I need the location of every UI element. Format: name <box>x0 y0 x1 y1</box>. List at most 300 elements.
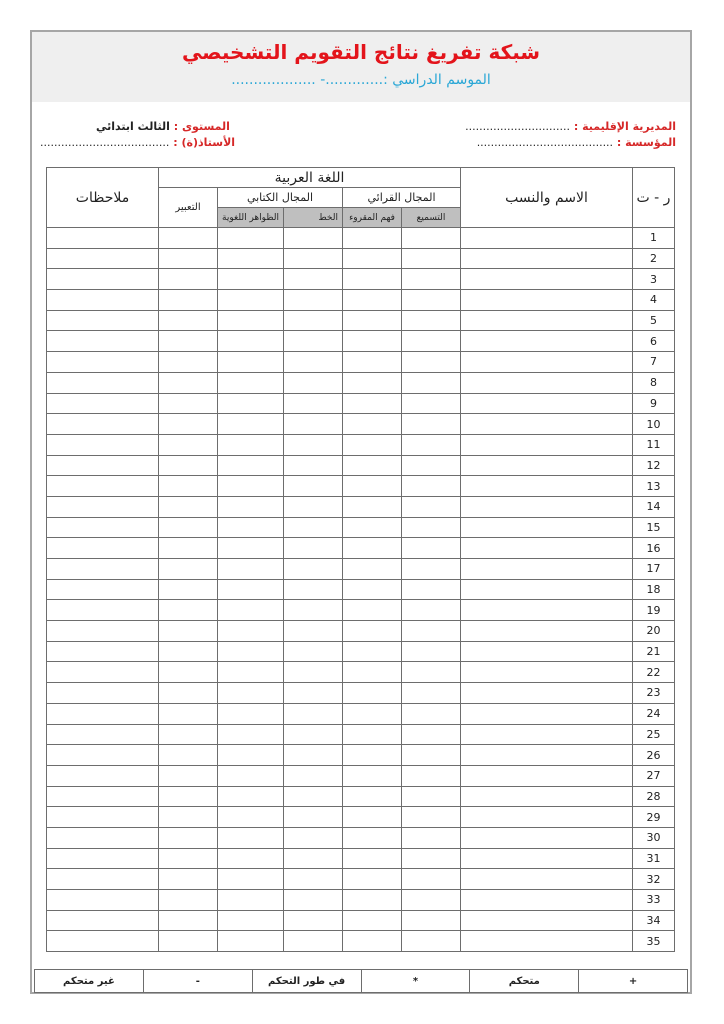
listening-cell[interactable] <box>402 745 461 766</box>
listening-cell[interactable] <box>402 228 461 249</box>
expression-cell[interactable] <box>159 765 218 786</box>
name-cell[interactable] <box>461 559 633 580</box>
expression-cell[interactable] <box>159 848 218 869</box>
comprehension-cell[interactable] <box>343 352 402 373</box>
linguistic-cell[interactable] <box>218 910 284 931</box>
comprehension-cell[interactable] <box>343 703 402 724</box>
table-row <box>47 228 675 249</box>
notes-cell[interactable] <box>47 579 159 600</box>
table-row <box>47 290 675 311</box>
handwriting-cell[interactable] <box>284 910 343 931</box>
table-row <box>47 931 675 952</box>
notes-cell[interactable] <box>47 683 159 704</box>
notes-cell[interactable] <box>47 331 159 352</box>
notes-cell[interactable] <box>47 393 159 414</box>
name-cell[interactable] <box>461 807 633 828</box>
notes-cell[interactable] <box>47 352 159 373</box>
table-row <box>47 765 675 786</box>
name-cell[interactable] <box>461 228 633 249</box>
expression-cell[interactable] <box>159 352 218 373</box>
listening-cell[interactable] <box>402 662 461 683</box>
comprehension-cell[interactable] <box>343 848 402 869</box>
expression-cell[interactable] <box>159 641 218 662</box>
name-cell[interactable] <box>461 683 633 704</box>
expression-cell[interactable] <box>159 827 218 848</box>
notes-cell[interactable] <box>47 621 159 642</box>
handwriting-cell[interactable] <box>284 393 343 414</box>
comprehension-cell[interactable] <box>343 559 402 580</box>
comprehension-cell[interactable] <box>343 517 402 538</box>
results-table <box>46 167 675 952</box>
expression-cell[interactable] <box>159 455 218 476</box>
name-cell[interactable] <box>461 517 633 538</box>
comprehension-cell[interactable] <box>343 455 402 476</box>
expression-cell[interactable] <box>159 579 218 600</box>
reading-domain-header: المجال القرائي <box>343 188 461 208</box>
linguistic-cell[interactable] <box>218 890 284 911</box>
table-row <box>47 372 675 393</box>
name-cell[interactable] <box>461 910 633 931</box>
notes-cell[interactable] <box>47 476 159 497</box>
notes-cell[interactable] <box>47 786 159 807</box>
linguistic-cell[interactable] <box>218 559 284 580</box>
linguistic-cell[interactable] <box>218 683 284 704</box>
linguistic-cell[interactable] <box>218 290 284 311</box>
linguistic-cell[interactable] <box>218 228 284 249</box>
linguistic-cell[interactable] <box>218 600 284 621</box>
listening-cell[interactable] <box>402 372 461 393</box>
handwriting-cell[interactable] <box>284 269 343 290</box>
table-row <box>47 807 675 828</box>
handwriting-cell[interactable] <box>284 786 343 807</box>
expression-cell[interactable] <box>159 869 218 890</box>
notes-cell[interactable] <box>47 248 159 269</box>
expression-cell[interactable] <box>159 414 218 435</box>
table-row <box>47 579 675 600</box>
row-number: 7 <box>633 352 675 373</box>
linguistic-cell[interactable] <box>218 765 284 786</box>
handwriting-cell[interactable] <box>284 579 343 600</box>
linguistic-cell[interactable] <box>218 434 284 455</box>
handwriting-cell[interactable] <box>284 662 343 683</box>
name-cell[interactable] <box>461 641 633 662</box>
handwriting-cell[interactable] <box>284 496 343 517</box>
name-cell[interactable] <box>461 745 633 766</box>
comprehension-cell[interactable] <box>343 248 402 269</box>
handwriting-cell[interactable] <box>284 434 343 455</box>
expression-cell[interactable] <box>159 890 218 911</box>
notes-cell[interactable] <box>47 290 159 311</box>
notes-cell[interactable] <box>47 455 159 476</box>
name-cell[interactable] <box>461 931 633 952</box>
expression-cell[interactable] <box>159 931 218 952</box>
listening-cell[interactable] <box>402 848 461 869</box>
comprehension-cell[interactable] <box>343 331 402 352</box>
handwriting-cell[interactable] <box>284 890 343 911</box>
linguistic-cell[interactable] <box>218 310 284 331</box>
comprehension-cell[interactable] <box>343 724 402 745</box>
expression-cell[interactable] <box>159 786 218 807</box>
expression-cell[interactable] <box>159 496 218 517</box>
handwriting-cell[interactable] <box>284 683 343 704</box>
handwriting-cell[interactable] <box>284 869 343 890</box>
comprehension-cell[interactable] <box>343 931 402 952</box>
comprehension-cell[interactable] <box>343 310 402 331</box>
comprehension-cell[interactable] <box>343 393 402 414</box>
table-row <box>47 455 675 476</box>
name-cell[interactable] <box>461 703 633 724</box>
comprehension-cell[interactable] <box>343 372 402 393</box>
name-cell[interactable] <box>461 786 633 807</box>
table-row <box>47 745 675 766</box>
expression-cell[interactable] <box>159 517 218 538</box>
linguistic-cell[interactable] <box>218 827 284 848</box>
name-cell[interactable] <box>461 765 633 786</box>
handwriting-cell[interactable] <box>284 931 343 952</box>
comprehension-cell[interactable] <box>343 662 402 683</box>
name-cell[interactable] <box>461 269 633 290</box>
expression-cell[interactable] <box>159 372 218 393</box>
notes-cell[interactable] <box>47 538 159 559</box>
notes-cell[interactable] <box>47 662 159 683</box>
comprehension-cell[interactable] <box>343 434 402 455</box>
expression-cell[interactable] <box>159 434 218 455</box>
notes-cell[interactable] <box>47 310 159 331</box>
table-row <box>47 496 675 517</box>
row-number: 4 <box>633 290 675 311</box>
table-row <box>47 662 675 683</box>
name-cell[interactable] <box>461 434 633 455</box>
directorate-label: المديرية الإقليمية : <box>573 120 676 133</box>
comprehension-cell[interactable] <box>343 807 402 828</box>
listening-cell[interactable] <box>402 765 461 786</box>
listening-cell[interactable] <box>402 827 461 848</box>
expression-cell[interactable] <box>159 393 218 414</box>
notes-cell[interactable] <box>47 641 159 662</box>
notes-cell[interactable] <box>47 517 159 538</box>
table-row <box>47 890 675 911</box>
linguistic-cell[interactable] <box>218 662 284 683</box>
handwriting-cell[interactable] <box>284 827 343 848</box>
expression-cell[interactable] <box>159 724 218 745</box>
name-cell[interactable] <box>461 476 633 497</box>
listening-cell[interactable] <box>402 517 461 538</box>
linguistic-cell[interactable] <box>218 517 284 538</box>
col-index-header: ر - ت <box>633 168 675 228</box>
row-number: 20 <box>633 621 675 642</box>
comprehension-cell[interactable] <box>343 890 402 911</box>
comprehension-cell[interactable] <box>343 228 402 249</box>
linguistic-cell[interactable] <box>218 331 284 352</box>
level-line <box>96 120 230 133</box>
listening-cell[interactable] <box>402 393 461 414</box>
notes-cell[interactable] <box>47 269 159 290</box>
linguistic-cell[interactable] <box>218 869 284 890</box>
comprehension-cell[interactable] <box>343 269 402 290</box>
row-number: 9 <box>633 393 675 414</box>
expression-cell[interactable] <box>159 559 218 580</box>
expression-cell[interactable] <box>159 476 218 497</box>
listening-cell[interactable] <box>402 786 461 807</box>
name-cell[interactable] <box>461 248 633 269</box>
listening-cell[interactable] <box>402 290 461 311</box>
expression-cell[interactable] <box>159 703 218 724</box>
handwriting-cell[interactable] <box>284 724 343 745</box>
listening-cell[interactable] <box>402 931 461 952</box>
notes-cell[interactable] <box>47 724 159 745</box>
expression-cell[interactable] <box>159 745 218 766</box>
linguistic-cell[interactable] <box>218 538 284 559</box>
handwriting-cell[interactable] <box>284 372 343 393</box>
linguistic-cell[interactable] <box>218 745 284 766</box>
table-row <box>47 310 675 331</box>
listening-cell[interactable] <box>402 724 461 745</box>
name-cell[interactable] <box>461 600 633 621</box>
linguistic-cell[interactable] <box>218 352 284 373</box>
handwriting-cell[interactable] <box>284 455 343 476</box>
comprehension-cell[interactable] <box>343 745 402 766</box>
linguistic-cell[interactable] <box>218 455 284 476</box>
linguistic-cell[interactable] <box>218 703 284 724</box>
table-row <box>47 621 675 642</box>
name-cell[interactable] <box>461 455 633 476</box>
notes-cell[interactable] <box>47 869 159 890</box>
listening-cell[interactable] <box>402 538 461 559</box>
listening-cell[interactable] <box>402 476 461 497</box>
notes-cell[interactable] <box>47 745 159 766</box>
expression-header: التعبير <box>159 188 218 228</box>
name-cell[interactable] <box>461 372 633 393</box>
row-number: 6 <box>633 331 675 352</box>
table-row <box>47 703 675 724</box>
listening-cell[interactable] <box>402 621 461 642</box>
listening-cell[interactable] <box>402 869 461 890</box>
handwriting-cell[interactable] <box>284 765 343 786</box>
expression-cell[interactable] <box>159 807 218 828</box>
linguistic-cell[interactable] <box>218 724 284 745</box>
handwriting-cell[interactable] <box>284 600 343 621</box>
name-cell[interactable] <box>461 393 633 414</box>
table-row <box>47 786 675 807</box>
comprehension-cell[interactable] <box>343 538 402 559</box>
listening-cell[interactable] <box>402 641 461 662</box>
table-row <box>47 641 675 662</box>
handwriting-cell[interactable] <box>284 559 343 580</box>
listening-cell[interactable] <box>402 352 461 373</box>
teacher-dots: ..................................... <box>40 136 170 149</box>
notes-cell[interactable] <box>47 890 159 911</box>
name-cell[interactable] <box>461 869 633 890</box>
notes-cell[interactable] <box>47 807 159 828</box>
notes-cell[interactable] <box>47 827 159 848</box>
comprehension-cell[interactable] <box>343 786 402 807</box>
listening-cell[interactable] <box>402 807 461 828</box>
expression-cell[interactable] <box>159 269 218 290</box>
listening-cell[interactable] <box>402 496 461 517</box>
listening-cell[interactable] <box>402 683 461 704</box>
handwriting-cell[interactable] <box>284 745 343 766</box>
name-cell[interactable] <box>461 662 633 683</box>
notes-cell[interactable] <box>47 559 159 580</box>
linguistic-cell[interactable] <box>218 931 284 952</box>
comprehension-cell[interactable] <box>343 910 402 931</box>
linguistic-cell[interactable] <box>218 414 284 435</box>
handwriting-cell[interactable] <box>284 703 343 724</box>
listening-cell[interactable] <box>402 331 461 352</box>
comprehension-cell[interactable] <box>343 579 402 600</box>
handwriting-cell[interactable] <box>284 517 343 538</box>
listening-cell[interactable] <box>402 910 461 931</box>
listening-cell[interactable] <box>402 310 461 331</box>
row-number: 32 <box>633 869 675 890</box>
comprehension-cell[interactable] <box>343 600 402 621</box>
table-row <box>47 393 675 414</box>
row-number: 18 <box>633 579 675 600</box>
notes-cell[interactable] <box>47 931 159 952</box>
notes-cell[interactable] <box>47 765 159 786</box>
directorate-line <box>465 120 676 133</box>
expression-cell[interactable] <box>159 621 218 642</box>
row-number: 34 <box>633 910 675 931</box>
handwriting-cell[interactable] <box>284 621 343 642</box>
handwriting-cell[interactable] <box>284 310 343 331</box>
expression-cell[interactable] <box>159 290 218 311</box>
notes-cell[interactable] <box>47 910 159 931</box>
name-cell[interactable] <box>461 496 633 517</box>
comprehension-cell[interactable] <box>343 827 402 848</box>
linguistic-cell[interactable] <box>218 476 284 497</box>
linguistic-cell[interactable] <box>218 786 284 807</box>
expression-cell[interactable] <box>159 310 218 331</box>
comprehension-cell[interactable] <box>343 683 402 704</box>
handwriting-cell[interactable] <box>284 538 343 559</box>
listening-cell[interactable] <box>402 600 461 621</box>
linguistic-cell[interactable] <box>218 807 284 828</box>
table-row <box>47 352 675 373</box>
comprehension-cell[interactable] <box>343 414 402 435</box>
expression-cell[interactable] <box>159 600 218 621</box>
linguistic-cell[interactable] <box>218 496 284 517</box>
table-row <box>47 910 675 931</box>
notes-cell[interactable] <box>47 703 159 724</box>
expression-cell[interactable] <box>159 910 218 931</box>
row-number: 22 <box>633 662 675 683</box>
handwriting-cell[interactable] <box>284 414 343 435</box>
comprehension-cell[interactable] <box>343 476 402 497</box>
linguistic-cell[interactable] <box>218 848 284 869</box>
expression-cell[interactable] <box>159 683 218 704</box>
linguistic-cell[interactable] <box>218 579 284 600</box>
handwriting-cell[interactable] <box>284 290 343 311</box>
expression-cell[interactable] <box>159 228 218 249</box>
row-number: 8 <box>633 372 675 393</box>
handwriting-cell[interactable] <box>284 228 343 249</box>
row-number: 31 <box>633 848 675 869</box>
name-cell[interactable] <box>461 331 633 352</box>
row-number: 33 <box>633 890 675 911</box>
linguistic-cell[interactable] <box>218 393 284 414</box>
listening-cell[interactable] <box>402 414 461 435</box>
name-cell[interactable] <box>461 310 633 331</box>
table-row <box>47 269 675 290</box>
linguistic-cell[interactable] <box>218 269 284 290</box>
handwriting-cell[interactable] <box>284 848 343 869</box>
linguistic-cell[interactable] <box>218 641 284 662</box>
name-cell[interactable] <box>461 890 633 911</box>
handwriting-cell[interactable] <box>284 476 343 497</box>
name-cell[interactable] <box>461 579 633 600</box>
table-row <box>47 827 675 848</box>
table-row <box>47 476 675 497</box>
row-number: 26 <box>633 745 675 766</box>
notes-cell[interactable] <box>47 496 159 517</box>
listening-cell[interactable] <box>402 269 461 290</box>
row-number: 2 <box>633 248 675 269</box>
expression-cell[interactable] <box>159 662 218 683</box>
notes-cell[interactable] <box>47 848 159 869</box>
listening-cell[interactable] <box>402 579 461 600</box>
notes-cell[interactable] <box>47 228 159 249</box>
listening-cell[interactable] <box>402 703 461 724</box>
handwriting-cell[interactable] <box>284 331 343 352</box>
listening-cell[interactable] <box>402 890 461 911</box>
comprehension-cell[interactable] <box>343 869 402 890</box>
row-number: 1 <box>633 228 675 249</box>
notes-cell[interactable] <box>47 434 159 455</box>
linguistic-cell[interactable] <box>218 372 284 393</box>
name-cell[interactable] <box>461 724 633 745</box>
listening-header: التسميع <box>402 208 461 228</box>
handwriting-cell[interactable] <box>284 352 343 373</box>
name-cell[interactable] <box>461 414 633 435</box>
expression-cell[interactable] <box>159 248 218 269</box>
name-cell[interactable] <box>461 848 633 869</box>
table-row <box>47 414 675 435</box>
linguistic-cell[interactable] <box>218 621 284 642</box>
comprehension-cell[interactable] <box>343 621 402 642</box>
expression-cell[interactable] <box>159 538 218 559</box>
row-number: 19 <box>633 600 675 621</box>
comprehension-cell[interactable] <box>343 641 402 662</box>
legend-label: في طور التحكم <box>252 970 361 993</box>
notes-cell[interactable] <box>47 414 159 435</box>
notes-cell[interactable] <box>47 372 159 393</box>
listening-cell[interactable] <box>402 559 461 580</box>
notes-cell[interactable] <box>47 600 159 621</box>
listening-cell[interactable] <box>402 248 461 269</box>
listening-cell[interactable] <box>402 455 461 476</box>
handwriting-cell[interactable] <box>284 248 343 269</box>
linguistic-cell[interactable] <box>218 248 284 269</box>
row-number: 30 <box>633 827 675 848</box>
expression-cell[interactable] <box>159 331 218 352</box>
name-cell[interactable] <box>461 290 633 311</box>
name-cell[interactable] <box>461 827 633 848</box>
col-name-header: الاسم والنسب <box>461 168 633 228</box>
handwriting-cell[interactable] <box>284 807 343 828</box>
listening-cell[interactable] <box>402 434 461 455</box>
name-cell[interactable] <box>461 352 633 373</box>
row-number: 12 <box>633 455 675 476</box>
comprehension-cell[interactable] <box>343 290 402 311</box>
comprehension-cell[interactable] <box>343 765 402 786</box>
comprehension-cell[interactable] <box>343 496 402 517</box>
name-cell[interactable] <box>461 621 633 642</box>
table-row <box>47 331 675 352</box>
name-cell[interactable] <box>461 538 633 559</box>
handwriting-cell[interactable] <box>284 641 343 662</box>
legend-table <box>34 969 688 993</box>
